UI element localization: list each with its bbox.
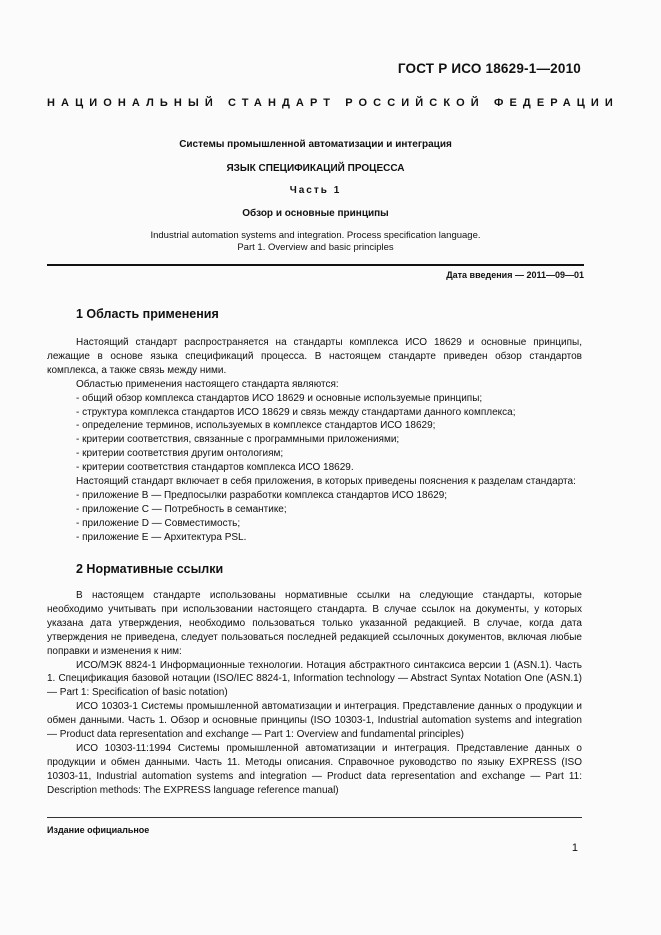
introduction-date: Дата введения — 2011—09—01	[446, 270, 584, 280]
title-name: ЯЗЫК СПЕЦИФИКАЦИЙ ПРОЦЕССА	[226, 163, 405, 174]
title-part: Часть 1	[289, 185, 342, 196]
list-item: - критерии соответствия стандартов комплекса ИСО 18629.	[76, 462, 354, 474]
edition-label: Издание официальное	[47, 825, 150, 835]
list-item: - критерии соответствия, связанные с программными приложениями;	[76, 434, 400, 446]
section-2-body	[47, 589, 582, 798]
title-english	[47, 230, 584, 254]
title-english-line2: Part 1. Overview and basic principles	[237, 242, 394, 253]
normative-reference: ИСО/МЭК 8824-1 Информационные технологии. Нотация абстрактного синтаксиса версии 1 (ASN.1). Часть 1. Спецификация базовой нотации (ISO/IEC 8824-1, Information technology — Abstract Syntax Notation One (ASN.1) — Part 1: Specification of basic notation)	[47, 659, 582, 699]
list-item: - определение терминов, используемых в комплексе стандартов ИСО 18629;	[76, 420, 436, 432]
section-1-body	[47, 336, 582, 545]
annex-item: - приложение С — Потребность в семантике;	[76, 503, 287, 515]
title-divider	[47, 264, 584, 266]
title-subtitle: Обзор и основные принципы	[242, 208, 389, 219]
section-2-paragraph: В настоящем стандарте использованы нормативные ссылки на следующие стандарты, которые необходимо учитывать при использовании настоящего стандарта. В случае ссылок на документы, у которых указана дата утверждения, необходимо пользоваться только указанной редакцией. В случае, когда дата утверждения не приведена, следует пользоваться последней редакцией ссылочных документов, включая любые поправки и изменения к ним:	[47, 590, 582, 657]
title-series: Системы промышленной автоматизации и интеграция	[179, 139, 452, 150]
annex-item: - приложение D — Совместимость;	[76, 517, 241, 529]
section-1-heading: 1 Область применения	[76, 307, 219, 321]
title-english-line1: Industrial automation systems and integration. Process specification language.	[150, 230, 481, 241]
standard-code: ГОСТ Р ИСО 18629-1—2010	[397, 61, 581, 76]
footer-divider	[47, 817, 582, 818]
list-item: - критерии соответствия другим онтологиям;	[76, 448, 284, 460]
section-1-paragraph: Областью применения настоящего стандарта являются:	[76, 378, 339, 390]
annex-item: - приложение В — Предпосылки разработки комплекса стандартов ИСО 18629;	[76, 489, 448, 501]
section-2-heading: 2 Нормативные ссылки	[76, 562, 224, 576]
normative-reference: ИСО 10303-1 Системы промышленной автоматизации и интеграция. Представление данных о продукции и обмен данными. Часть 1. Обзор и основные принципы (ISO 10303-1, Industrial automation systems and integration — Product data representation and exchange — Part 1: Overview and fundamental principles)	[47, 701, 582, 741]
page-number: 1	[571, 842, 578, 854]
list-item: - структура комплекса стандартов ИСО 18629 и связь между стандартами данного комплекса;	[76, 406, 516, 418]
annex-item: - приложение Е — Архитектура PSL.	[76, 531, 247, 543]
normative-reference: ИСО 10303-11:1994 Системы промышленной автоматизации и интеграция. Представление данных о продукции и обмен данными. Часть 11. Методы описания. Справочное руководство по языку EXPRESS (ISO 10303-11, Industrial automation systems and integration — Product data representation and exchange — Part 11: Description methods: The EXPRESS language reference manual)	[47, 742, 582, 796]
section-1-paragraph: Настоящий стандарт включает в себя приложения, в которых приведены пояснения к разделам стандарта:	[76, 476, 576, 488]
section-1-paragraph: Настоящий стандарт распространяется на стандарты комплекса ИСО 18629 и основные принципы, лежащие в основе языка спецификаций процесса. В настоящем стандарте приведен обзор стандартов комплекса, а также связь между ними.	[47, 337, 582, 376]
list-item: - общий обзор комплекса стандартов ИСО 18629 и основные используемые принципы;	[76, 392, 483, 404]
national-standard-banner: НАЦИОНАЛЬНЫЙ СТАНДАРТ РОССИЙСКОЙ ФЕДЕРАЦИИ	[47, 97, 619, 109]
